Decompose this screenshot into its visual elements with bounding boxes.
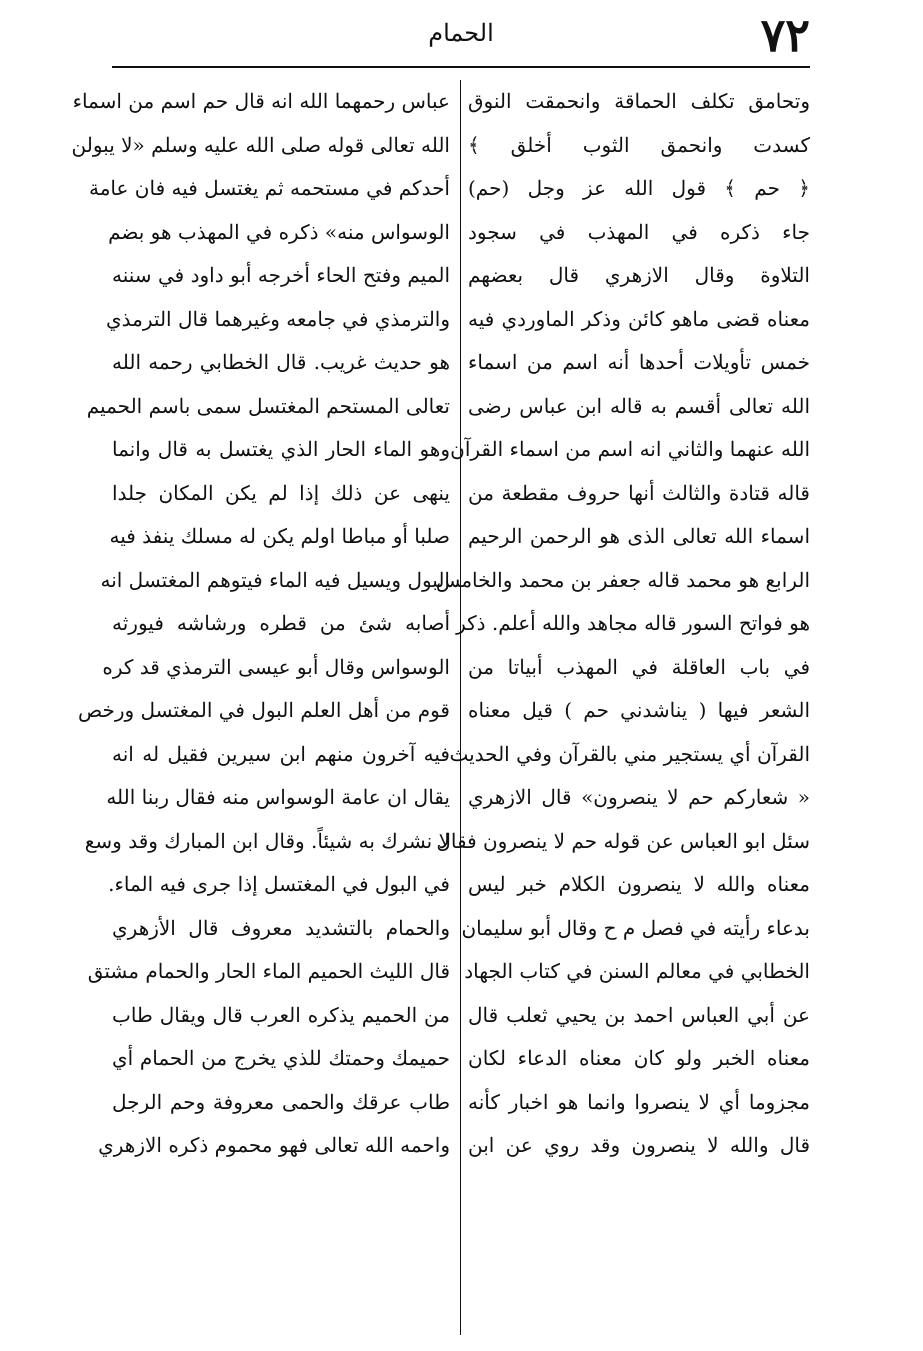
- text-line: مجزوما أي لا ينصروا وانما هو اخبار كأنه: [468, 1089, 810, 1114]
- text-line: الرابع هو محمد قاله جعفر بن محمد والخامس: [435, 567, 810, 592]
- text-line: ﴿ حم ﴾ قول الله عز وجل (حم): [468, 176, 810, 200]
- text-line: « شعاركم حم لا ينصرون» قال الازهري: [468, 785, 810, 809]
- text-line: لا نشرك به شيئاً. وقال ابن المبارك وقد وسع: [84, 828, 450, 853]
- text-line: قال الليث الحميم الماء الحار والحمام مشتق: [87, 959, 450, 983]
- text-line: بدعاء رأيته في فصل م ح وقال أبو سليمان: [461, 915, 810, 940]
- column-divider: [460, 80, 461, 1335]
- text-line: الله تعالى أقسم به قاله ابن عباس رضى: [468, 393, 810, 418]
- text-line: في باب العاقلة في المهذب أبياتا من: [468, 654, 810, 679]
- text-line: الوسواس منه» ذكره في المهذب هو بضم: [108, 219, 450, 244]
- text-line: القرآن أي يستجير مني بالقرآن وفي الحديث: [449, 741, 810, 766]
- text-line: هو حديث غريب. قال الخطابي رحمه الله: [112, 350, 450, 374]
- text-line: الوسواس وقال أبو عيسى الترمذي قد كره: [102, 654, 450, 679]
- text-line: كسدت وانحمق الثوب أخلق ﴾: [468, 132, 810, 157]
- running-title: الحمام: [428, 19, 494, 47]
- text-line: عباس رحمهما الله انه قال حم اسم من اسماء: [72, 89, 450, 113]
- header-rule: [112, 66, 810, 68]
- text-line: اسماء الله تعالى الذى هو الرحمن الرحيم: [468, 524, 810, 548]
- text-line: الشعر فيها ( يناشدني حم ) قيل معناه: [468, 698, 810, 722]
- text-line: البول ويسيل فيه الماء فيتوهم المغتسل انه: [100, 567, 450, 592]
- text-line: جاء ذكره في المهذب في سجود: [468, 219, 810, 244]
- text-line: عن أبي العباس احمد بن يحيي ثعلب قال: [468, 1002, 810, 1027]
- text-line: معناه الخبر ولو كان معناه الدعاء لكان: [468, 1046, 810, 1070]
- text-line: قاله قتادة والثالث أنها حروف مقطعة من: [468, 480, 810, 505]
- text-line: يقال ان عامة الوسواس منه فقال ربنا الله: [106, 785, 450, 809]
- text-line: الميم وفتح الحاء أخرجه أبو داود في سننه: [112, 263, 450, 287]
- text-line: صلبا أو مباطا اولم يكن له مسلك ينفذ فيه: [109, 524, 450, 548]
- text-line: وهو الماء الحار الذي يغتسل به قال وانما: [112, 437, 450, 461]
- left-column: [71, 80, 450, 1342]
- text-line: سئل ابو العباس عن قوله حم لا ينصرون فقال: [436, 828, 810, 853]
- text-line: التلاوة وقال الازهري قال بعضهم: [468, 263, 810, 287]
- text-line: فيه آخرون منهم ابن سيرين فقيل له انه: [112, 741, 450, 766]
- text-line: في البول في المغتسل إذا جرى فيه الماء.: [108, 872, 450, 896]
- text-line: الله عنهما والثاني انه اسم من اسماء القرآن: [450, 437, 810, 461]
- text-line: خمس تأويلات أحدها أنه اسم من اسماء: [468, 350, 810, 374]
- text-line: والحمام بالتشديد معروف قال الأزهري: [112, 915, 450, 940]
- text-line: أحدكم في مستحمه ثم يغتسل فيه فان عامة: [88, 176, 450, 200]
- text-line: ينهى عن ذلك إذا لم يكن المكان جلدا: [112, 480, 450, 505]
- text-line: من الحميم يذكره العرب قال ويقال طاب: [112, 1002, 450, 1027]
- text-line: الخطابي في معالم السنن في كتاب الجهاد: [464, 959, 810, 983]
- text-line: أصابه شئ من قطره ورشاشه فيورثه: [112, 611, 450, 635]
- text-line: تعالى المستحم المغتسل سمى باسم الحميم: [86, 393, 450, 418]
- text-line: قال والله لا ينصرون وقد روي عن ابن: [468, 1133, 810, 1157]
- page-header: [112, 6, 810, 68]
- text-line: والترمذي في جامعه وغيرهما قال الترمذي: [106, 306, 450, 331]
- text-line: هو فواتح السور قاله مجاهد والله أعلم. ذكر: [456, 611, 810, 635]
- text-line: قوم من أهل العلم البول في المغتسل ورخص: [77, 698, 450, 722]
- text-line: معناه والله لا ينصرون الكلام خبر ليس: [468, 872, 810, 896]
- text-line: طاب عرقك والحمى معروفة وحم الرجل: [112, 1089, 450, 1114]
- right-column: [435, 80, 810, 1342]
- text-line: معناه قضى ماهو كائن وذكر الماوردي فيه: [468, 306, 810, 331]
- page-number: ٧٢: [760, 8, 810, 62]
- text-line: حميمك وحمتك للذي يخرج من الحمام أي: [112, 1046, 450, 1070]
- text-line: وتحامق تكلف الحماقة وانحمقت النوق: [468, 89, 810, 113]
- text-line: واحمه الله تعالى فهو محموم ذكره الازهري: [98, 1133, 450, 1157]
- text-line: الله تعالى قوله صلى الله عليه وسلم «لا يبولن: [71, 132, 450, 157]
